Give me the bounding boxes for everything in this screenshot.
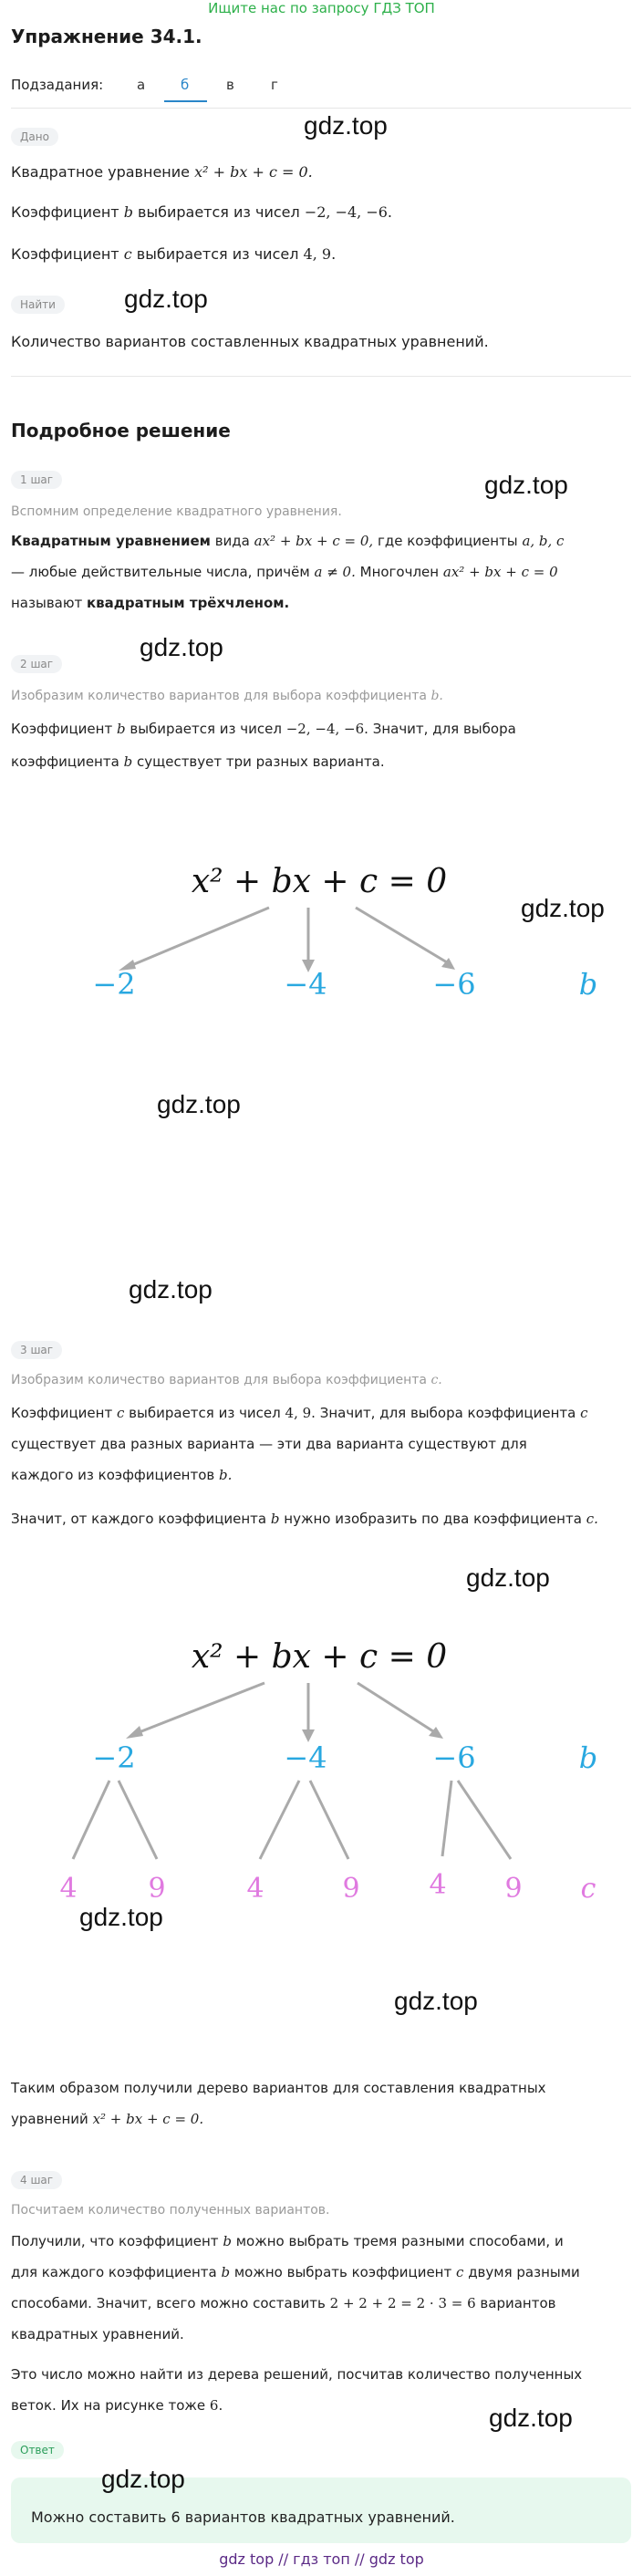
find-text: Количество вариантов составленных квадратных уравнений. xyxy=(11,333,489,350)
tree-2-leaf-branch xyxy=(260,1781,299,1859)
page-title: Упражнение 34.1. xyxy=(11,26,202,47)
tree-2-leaf-branch xyxy=(310,1781,348,1859)
step-4-line-5: Это число можно найти из дерева решений, посчитав количество полученных xyxy=(11,2366,583,2383)
tree-2-leaf: 9 xyxy=(504,1873,523,1905)
tree-2-leaf-branch xyxy=(119,1781,157,1859)
step-1-tag: 1 шаг xyxy=(11,471,62,489)
tree-2-level-1-label: b xyxy=(578,1740,598,1775)
watermark: gdz.top xyxy=(129,1275,213,1304)
tree-2-child: −6 xyxy=(432,1740,476,1775)
watermark: gdz.top xyxy=(466,1563,550,1592)
divider xyxy=(11,376,631,377)
watermark: gdz.top xyxy=(484,471,568,499)
tree-1-child: −4 xyxy=(284,967,327,1002)
step-2-line-2: коэффициента b существует три разных варианта. xyxy=(11,753,385,770)
tree-1-branch xyxy=(356,908,447,962)
tree-2-branch xyxy=(137,1683,264,1733)
tree-2-leaf-branch xyxy=(73,1781,109,1859)
given-tag: Дано xyxy=(11,128,58,146)
tree-2-leaf: 9 xyxy=(148,1873,166,1905)
step-3-note: Изобразим количество вариантов для выбора коэффициента c. xyxy=(11,1373,442,1387)
tree-1-child: −2 xyxy=(92,967,136,1002)
tree-1-root: x² + bx + c = 0 xyxy=(191,863,448,900)
step-4-line-4: квадратных уравнений. xyxy=(11,2326,184,2342)
tree-bc-diagram xyxy=(0,1624,643,1925)
step-4-line-2: для каждого коэффициента b можно выбрать коэффициент c двумя разными xyxy=(11,2264,580,2280)
step-2-note: Изобразим количество вариантов для выбора коэффициента b. xyxy=(11,689,443,703)
given-line-3: Коэффициент c выбирается из чисел 4, 9. xyxy=(11,245,337,263)
watermark: gdz.top xyxy=(101,2465,185,2493)
tree-2-root: x² + bx + c = 0 xyxy=(191,1638,448,1676)
tree-1-child: −6 xyxy=(432,967,476,1002)
step-3-line-1: Коэффициент c выбирается из чисел 4, 9. Значит, для выбора коэффициента c xyxy=(11,1405,588,1421)
watermark: gdz.top xyxy=(124,285,208,313)
step-1-line-3: называют квадратным трёхчленом. xyxy=(11,595,290,611)
step-4-note: Посчитаем количество полученных вариантов. xyxy=(11,2203,330,2218)
step-2-line-1: Коэффициент b выбирается из чисел −2, −4, −6. Значит, для выбора xyxy=(11,721,516,737)
active-tab-indicator xyxy=(164,100,207,102)
step-3-line-3: каждого из коэффициентов b. xyxy=(11,1467,233,1483)
subtasks-label: Подзадания: xyxy=(11,77,104,93)
step-4-line-6: веток. Их на рисунке тоже 6. xyxy=(11,2394,223,2417)
divider xyxy=(11,108,631,109)
watermark: gdz.top xyxy=(394,1987,478,2015)
step-3-tag: 3 шаг xyxy=(11,1341,62,1359)
subtask-tab-a[interactable]: а xyxy=(137,77,146,93)
step-4-tag: 4 шаг xyxy=(11,2171,62,2189)
watermark: gdz.top xyxy=(140,633,223,661)
tree-2-leaf: 4 xyxy=(59,1873,78,1905)
solution-title: Подробное решение xyxy=(11,420,231,441)
subtask-tab-b[interactable]: б xyxy=(181,77,190,93)
tree-2-child: −2 xyxy=(92,1740,136,1775)
step-1-line-2: — любые действительные числа, причём a ≠ 0. Многочлен ax² + bx + c = 0 xyxy=(11,564,558,580)
tree-1-branch xyxy=(128,908,269,967)
tree-2-leaf-branch xyxy=(458,1781,511,1859)
answer-tag: Ответ xyxy=(11,2441,64,2459)
given-line-1: Квадратное уравнение x² + bx + c = 0. xyxy=(11,163,313,181)
tree-2-level-2-label: c xyxy=(580,1873,596,1905)
step-4-line-3: способами. Значит, всего можно составить 2 + 2 + 2 = 2 · 3 = 6 вариантов xyxy=(11,2295,556,2311)
step-3-summary-1: Таким образом получили дерево вариантов для составления квадратных xyxy=(11,2080,546,2096)
footer-links[interactable]: gdz top // гдз топ // gdz top xyxy=(219,2550,424,2568)
tree-2-child: −4 xyxy=(284,1740,327,1775)
subtask-tab-v[interactable]: в xyxy=(226,77,234,93)
answer-text: Можно составить 6 вариантов квадратных уравнений. xyxy=(31,2508,455,2526)
tree-2-leaf-branch xyxy=(442,1781,451,1856)
arrowhead-icon xyxy=(126,1726,143,1739)
step-3-line-2: существует два разных варианта — эти два варианта существуют для xyxy=(11,1436,527,1452)
watermark: gdz.top xyxy=(521,894,605,922)
tree-2-branch xyxy=(358,1683,433,1731)
tree-1-level-label: b xyxy=(578,967,598,1002)
watermark: gdz.top xyxy=(489,2404,573,2432)
given-line-2: Коэффициент b выбирается из чисел −2, −4, −6. xyxy=(11,203,392,221)
tree-2-leaf: 4 xyxy=(246,1873,264,1905)
watermark: gdz.top xyxy=(304,111,388,140)
watermark: gdz.top xyxy=(157,1090,241,1118)
tree-b-diagram xyxy=(0,848,643,1031)
step-3-line-4: Значит, от каждого коэффициента b нужно изобразить по два коэффициента c. xyxy=(11,1511,598,1527)
find-tag: Найти xyxy=(11,296,65,314)
search-banner[interactable]: Ищите нас по запросу ГДЗ ТОП xyxy=(208,0,435,16)
step-4-line-1: Получили, что коэффициент b можно выбрать тремя разными способами, и xyxy=(11,2233,564,2249)
tree-2-leaf: 9 xyxy=(342,1873,360,1905)
subtask-tab-g[interactable]: г xyxy=(271,77,278,93)
watermark: gdz.top xyxy=(79,1903,163,1931)
step-2-tag: 2 шаг xyxy=(11,655,62,673)
step-1-note: Вспомним определение квадратного уравнения. xyxy=(11,504,342,519)
tree-2-leaf: 4 xyxy=(429,1869,447,1901)
step-3-summary-2: уравнений x² + bx + c = 0. xyxy=(11,2111,204,2127)
step-1-line-1: Квадратным уравнением вида ax² + bx + c = 0, где коэффициенты a, b, c xyxy=(11,533,565,549)
